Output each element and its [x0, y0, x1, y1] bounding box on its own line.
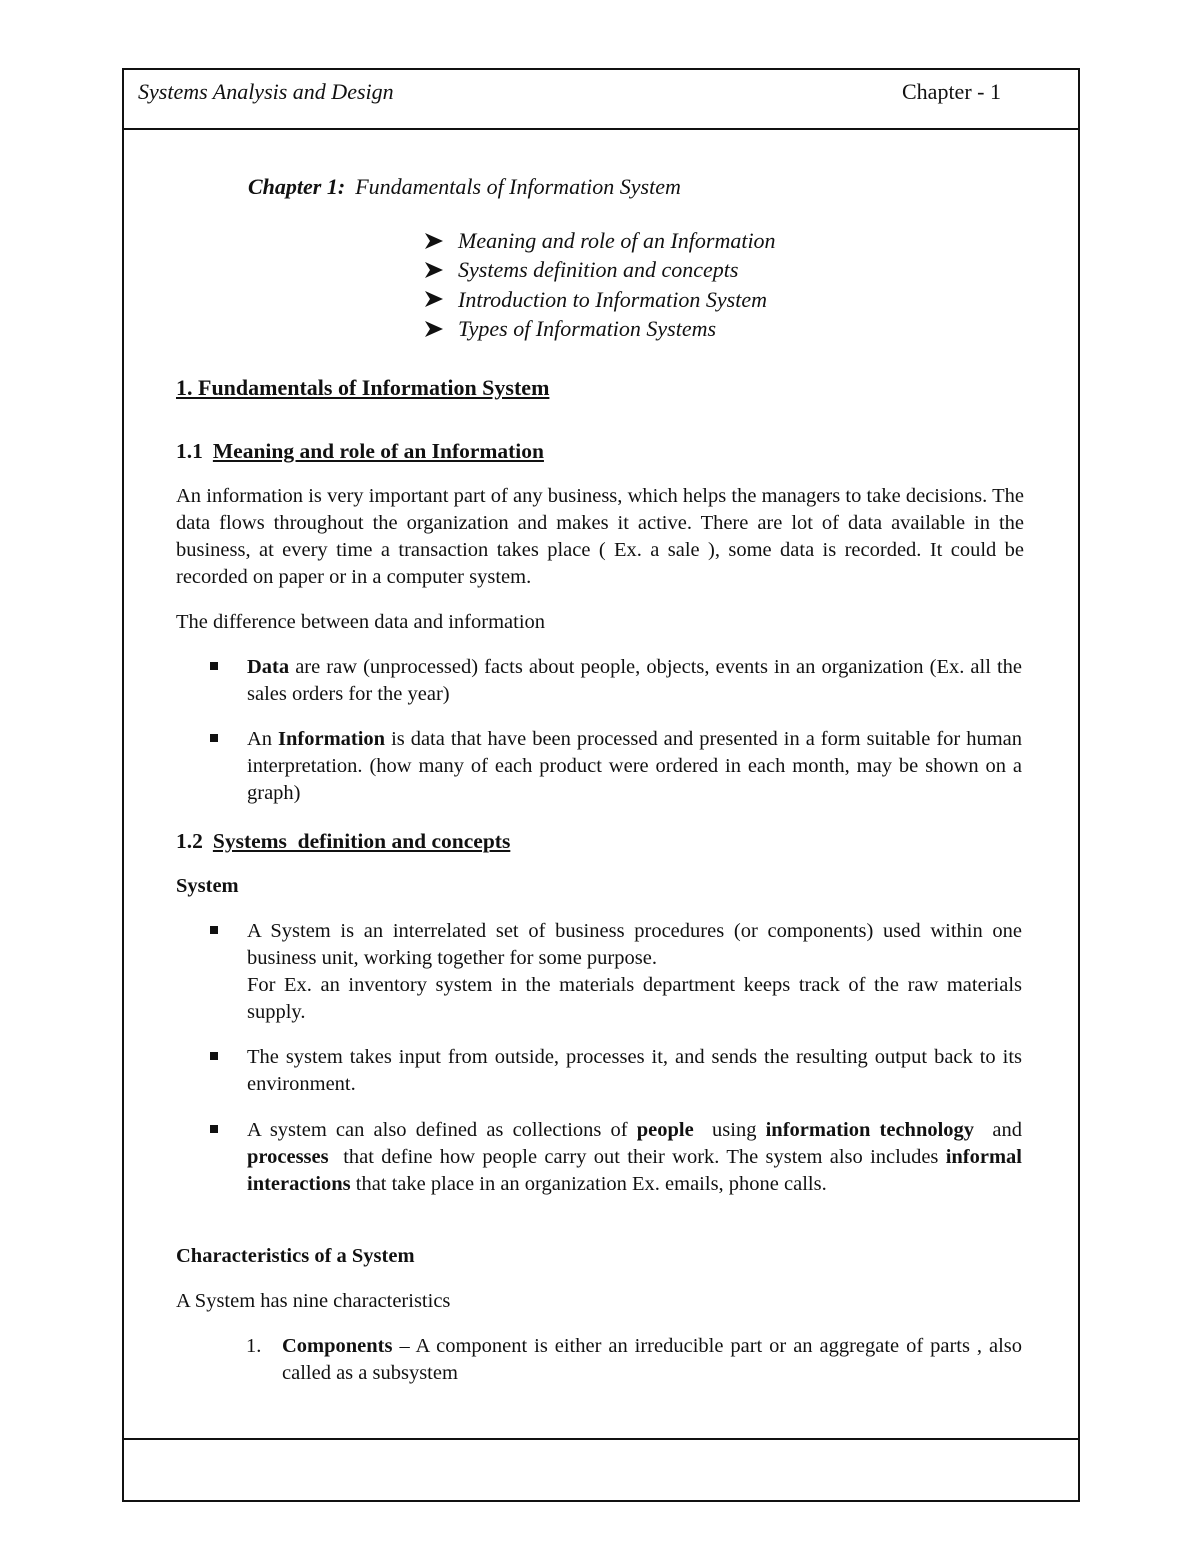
square-bullet-icon: [210, 662, 218, 670]
topic-item: Introduction to Information System: [424, 285, 776, 314]
arrow-bullet-icon: [424, 290, 458, 308]
arrow-bullet-icon: [424, 261, 458, 279]
page-header: [124, 70, 1078, 130]
page-footer: [124, 1438, 1078, 1500]
chapter-title: [248, 174, 681, 200]
square-bullet-icon: [210, 1125, 218, 1133]
difference-intro: The difference between data and information: [176, 611, 546, 633]
subsection-heading-1-1: 1.1 Meaning and role of an Information: [176, 439, 544, 463]
characteristics-intro: A System has nine characteristics: [176, 1290, 451, 1312]
square-bullet-icon: [210, 1052, 218, 1060]
section-heading: 1. Fundamentals of Information System: [176, 375, 550, 400]
list-item: The system takes input from outside, processes it, and sends the resulting output back to its environment.: [210, 1044, 1022, 1098]
intro-paragraph: An information is very important part of any business, which helps the managers to take decisions. The data flows throughout the organization and makes it active. There are lot of data available in the business, at every time a transaction takes place ( Ex. a sale ), some data is recorded. It could be recorded on paper or in a computer system.: [176, 485, 1024, 588]
header-title: Systems Analysis and Design: [138, 79, 394, 104]
system-label: System: [176, 875, 239, 897]
list-item: A System is an interrelated set of business procedures (or components) used within one business unit, working together for some purpose. For Ex. an inventory system in the materials department keeps track of the raw materials supply.: [210, 918, 1022, 1026]
numbered-item: 1. Components – A component is either an irreducible part or an aggregate of parts , also called as a subsystem: [246, 1335, 1022, 1384]
topic-item: Systems definition and concepts: [424, 255, 776, 284]
chapter-name: Fundamentals of Information System: [355, 174, 681, 199]
list-item: An Information is data that have been processed and presented in a form suitable for human interpretation. (how many of each product were ordered in each month, may be shown on a graph): [210, 726, 1022, 807]
characteristics-heading: Characteristics of a System: [176, 1245, 415, 1267]
chapter-label: Chapter 1:: [248, 174, 346, 199]
arrow-bullet-icon: [424, 320, 458, 338]
topic-item: Types of Information Systems: [424, 314, 776, 343]
square-bullet-icon: [210, 734, 218, 742]
topic-item: Meaning and role of an Information: [424, 226, 776, 255]
list-item: Data are raw (unprocessed) facts about people, objects, events in an organization (Ex. all the sales orders for the year): [210, 654, 1022, 708]
arrow-bullet-icon: [424, 232, 458, 250]
header-chapter: Chapter - 1: [902, 79, 1001, 104]
subsection-heading-1-2: 1.2 Systems definition and concepts: [176, 829, 511, 853]
chapter-topics: [424, 226, 776, 343]
square-bullet-icon: [210, 926, 218, 934]
list-item: A system can also defined as collections of people using information technology and processes that define how people carry out their work. The system also includes informal interactions that take place in an organization Ex. emails, phone calls.: [210, 1117, 1022, 1198]
